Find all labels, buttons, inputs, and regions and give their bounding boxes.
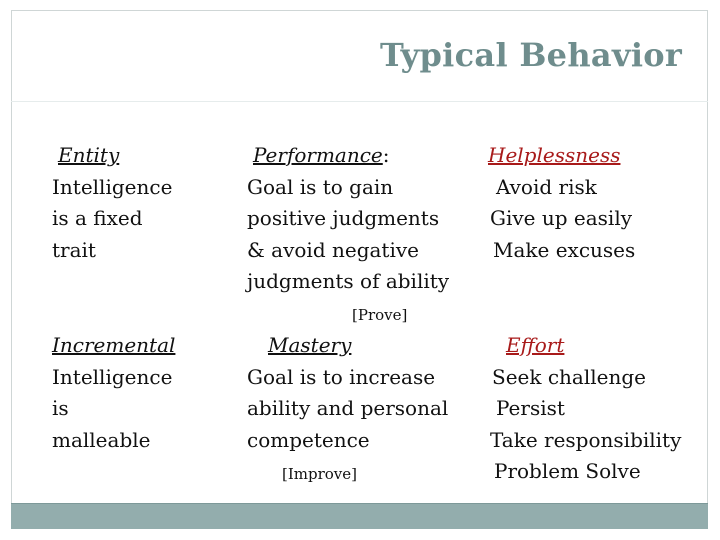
effort-line-3: Take responsibility — [490, 427, 682, 452]
footer-bar — [11, 503, 708, 529]
entity-line-2: is a fixed — [52, 206, 143, 230]
helplessness-line-1: Avoid risk — [496, 174, 597, 199]
entity-line-3: trait — [52, 237, 96, 262]
effort-line-4: Problem Solve — [494, 459, 641, 483]
performance-line-4: judgments of ability — [247, 269, 450, 293]
performance-heading: Performance — [253, 143, 383, 167]
incremental-line-2: is — [52, 396, 69, 420]
effort-line-2: Persist — [496, 396, 565, 420]
incremental-line-3: malleable — [52, 427, 151, 452]
entity-theory — [52, 140, 172, 266]
mastery-goal — [247, 330, 448, 456]
performance-heading-colon: : — [382, 143, 390, 167]
performance-goal — [247, 140, 449, 298]
effort-heading: Effort — [506, 333, 565, 357]
mastery-heading: Mastery — [268, 333, 352, 357]
entity-line-1: Intelligence — [52, 174, 173, 199]
effort-behavior — [490, 330, 681, 488]
performance-line-1: Goal is to gain — [247, 174, 394, 199]
incremental-theory — [52, 330, 175, 456]
helplessness-heading: Helplessness — [488, 143, 621, 167]
performance-line-3: & avoid negative — [247, 237, 419, 262]
slide-title: Typical Behavior — [380, 36, 683, 74]
performance-heading-row — [247, 140, 449, 172]
incremental-heading: Incremental — [52, 333, 176, 357]
prove-tag: [Prove] — [352, 306, 408, 324]
mastery-line-3: competence — [247, 427, 370, 452]
helplessness-behavior — [488, 140, 635, 266]
improve-tag: [Improve] — [282, 465, 358, 483]
helplessness-line-3: Make excuses — [493, 237, 636, 262]
mastery-line-1: Goal is to increase — [247, 364, 436, 389]
helplessness-line-2: Give up easily — [490, 206, 633, 230]
mastery-line-2: ability and personal — [247, 396, 449, 420]
incremental-line-1: Intelligence — [52, 364, 173, 389]
effort-line-1: Seek challenge — [492, 364, 647, 389]
entity-heading: Entity — [58, 143, 120, 167]
performance-line-2: positive judgments — [247, 206, 440, 230]
title-divider — [11, 101, 708, 102]
